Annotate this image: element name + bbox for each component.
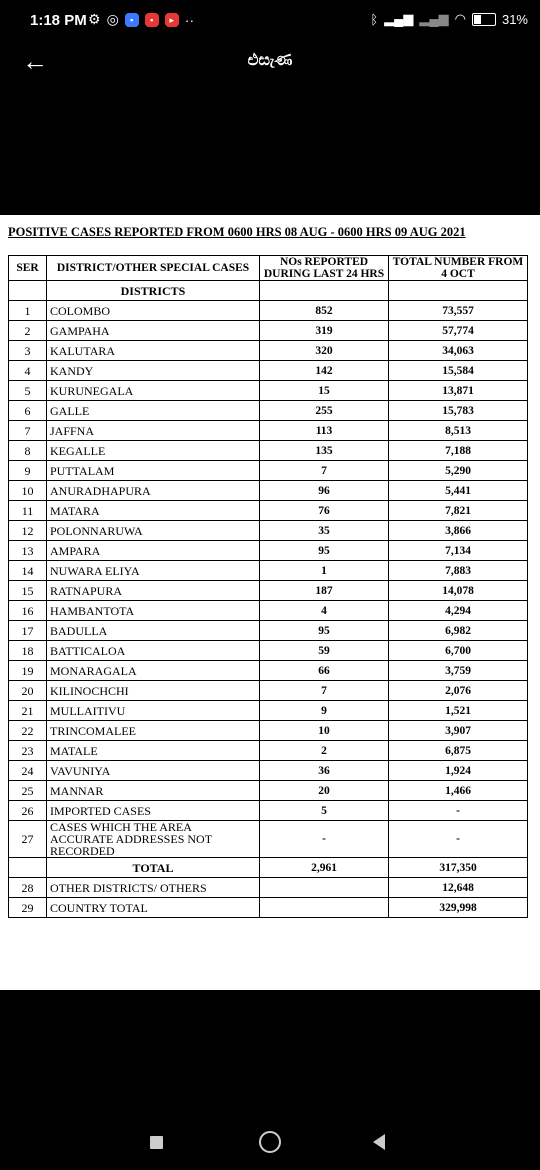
row-total: 5,441 <box>389 481 528 501</box>
table-row <box>9 341 528 361</box>
row-total: 7,134 <box>389 541 528 561</box>
row-reported: 113 <box>260 421 389 441</box>
row-reported: 852 <box>260 301 389 321</box>
row-total: 34,063 <box>389 341 528 361</box>
row-reported: 35 <box>260 521 389 541</box>
row-total: 57,774 <box>389 321 528 341</box>
row-district: TRINCOMALEE <box>47 721 260 741</box>
empty-cell <box>9 281 47 301</box>
app-notification-icon: ▪ <box>125 13 139 27</box>
row-ser: 13 <box>9 541 47 561</box>
row-total: 7,821 <box>389 501 528 521</box>
header-district: DISTRICT/OTHER SPECIAL CASES <box>47 256 260 281</box>
row-ser: 28 <box>9 878 47 898</box>
row-ser: 18 <box>9 641 47 661</box>
row-total: 3,907 <box>389 721 528 741</box>
row-total: 6,982 <box>389 621 528 641</box>
back-icon[interactable] <box>373 1134 385 1150</box>
row-reported: 7 <box>260 681 389 701</box>
row-ser: 15 <box>9 581 47 601</box>
row-district: ANURADHAPURA <box>47 481 260 501</box>
row-ser: 21 <box>9 701 47 721</box>
row-reported: 36 <box>260 761 389 781</box>
row-total: 1,924 <box>389 761 528 781</box>
row-district: RATNAPURA <box>47 581 260 601</box>
row-district: BADULLA <box>47 621 260 641</box>
youtube-icon: ▸ <box>165 13 179 27</box>
row-district: MATALE <box>47 741 260 761</box>
row-district: KANDY <box>47 361 260 381</box>
row-reported: 96 <box>260 481 389 501</box>
row-total: 3,759 <box>389 661 528 681</box>
row-district: MULLAITIVU <box>47 701 260 721</box>
row-reported: 1 <box>260 561 389 581</box>
row-ser: 1 <box>9 301 47 321</box>
app-bar <box>0 40 540 84</box>
row-ser: 19 <box>9 661 47 681</box>
row-ser: 29 <box>9 898 47 918</box>
settings-icon: ⚙ <box>88 11 101 27</box>
row-ser: 3 <box>9 341 47 361</box>
row-reported: 59 <box>260 641 389 661</box>
table-row <box>9 321 528 341</box>
empty-cell <box>389 281 528 301</box>
row-district: COUNTRY TOTAL <box>47 898 260 918</box>
row-ser: 17 <box>9 621 47 641</box>
row-total: - <box>389 801 528 821</box>
battery-percent: 31% <box>501 11 528 27</box>
app-notification-icon: ▪ <box>145 13 159 27</box>
row-reported: 187 <box>260 581 389 601</box>
row-ser: 12 <box>9 521 47 541</box>
row-total: 5,290 <box>389 461 528 481</box>
row-total: 4,294 <box>389 601 528 621</box>
table-row <box>9 301 528 321</box>
row-reported: 135 <box>260 441 389 461</box>
row-total: - <box>389 821 528 858</box>
row-district: COLOMBO <box>47 301 260 321</box>
document-image <box>0 215 540 990</box>
table-row <box>9 781 528 801</box>
row-district: GALLE <box>47 401 260 421</box>
empty-cell <box>9 858 47 878</box>
table-row <box>9 521 528 541</box>
row-district: IMPORTED CASES <box>47 801 260 821</box>
row-ser: 20 <box>9 681 47 701</box>
total-value: 317,350 <box>389 858 528 878</box>
back-arrow-icon[interactable]: ← <box>22 46 48 76</box>
table-row <box>9 741 528 761</box>
table-row <box>9 661 528 681</box>
row-district: BATTICALOA <box>47 641 260 661</box>
table-row <box>9 561 528 581</box>
row-district: KILINOCHCHI <box>47 681 260 701</box>
row-district: KALUTARA <box>47 341 260 361</box>
header-reported: NOs REPORTED DURING LAST 24 HRS <box>260 256 389 281</box>
section-heading: DISTRICTS <box>47 281 260 301</box>
table-row <box>9 641 528 661</box>
table-row <box>9 801 528 821</box>
row-district: MONARAGALA <box>47 661 260 681</box>
row-total: 6,700 <box>389 641 528 661</box>
table-row <box>9 821 528 858</box>
row-ser: 2 <box>9 321 47 341</box>
total-row <box>9 858 528 878</box>
row-district: OTHER DISTRICTS/ OTHERS <box>47 878 260 898</box>
row-ser: 5 <box>9 381 47 401</box>
status-bar <box>0 0 540 40</box>
row-ser: 4 <box>9 361 47 381</box>
row-district: HAMBANTOTA <box>47 601 260 621</box>
cases-table <box>8 255 528 918</box>
app-title: එසැණ <box>247 52 293 69</box>
row-reported: 4 <box>260 601 389 621</box>
row-total: 7,883 <box>389 561 528 581</box>
total-reported: 2,961 <box>260 858 389 878</box>
row-district: KURUNEGALA <box>47 381 260 401</box>
row-total: 73,557 <box>389 301 528 321</box>
row-total: 3,866 <box>389 521 528 541</box>
table-row <box>9 381 528 401</box>
row-ser: 6 <box>9 401 47 421</box>
row-ser: 26 <box>9 801 47 821</box>
row-reported: - <box>260 821 389 858</box>
row-ser: 24 <box>9 761 47 781</box>
row-reported: 255 <box>260 401 389 421</box>
row-reported: 320 <box>260 341 389 361</box>
table-row <box>9 501 528 521</box>
empty-cell <box>260 281 389 301</box>
table-row <box>9 621 528 641</box>
row-reported: 9 <box>260 701 389 721</box>
battery-fill <box>474 15 481 24</box>
document-title: POSITIVE CASES REPORTED FROM 0600 HRS 08 AUG - 0600 HRS 09 AUG 2021 <box>8 225 466 239</box>
row-district: KEGALLE <box>47 441 260 461</box>
home-icon[interactable] <box>259 1131 281 1153</box>
table-row <box>9 481 528 501</box>
table-row <box>9 761 528 781</box>
row-reported: 2 <box>260 741 389 761</box>
row-ser: 9 <box>9 461 47 481</box>
table-row <box>9 461 528 481</box>
alarm-icon: ◎ <box>106 11 119 27</box>
table-row <box>9 681 528 701</box>
row-ser: 16 <box>9 601 47 621</box>
row-reported: 5 <box>260 801 389 821</box>
row-reported: 95 <box>260 621 389 641</box>
row-total: 15,783 <box>389 401 528 421</box>
row-total: 2,076 <box>389 681 528 701</box>
row-reported <box>260 878 389 898</box>
wifi-icon: ◠ <box>454 11 466 26</box>
row-district: VAVUNIYA <box>47 761 260 781</box>
row-ser: 11 <box>9 501 47 521</box>
table-row <box>9 361 528 381</box>
battery-icon <box>472 13 496 26</box>
row-district: JAFFNA <box>47 421 260 441</box>
navigation-bar <box>0 1100 540 1170</box>
table-row <box>9 601 528 621</box>
row-reported: 20 <box>260 781 389 801</box>
row-total: 6,875 <box>389 741 528 761</box>
signal-icon: ▂▄▆ <box>419 11 449 26</box>
table-row <box>9 878 528 898</box>
header-ser: SER <box>9 256 47 281</box>
row-total: 8,513 <box>389 421 528 441</box>
row-district: GAMPAHA <box>47 321 260 341</box>
row-reported: 66 <box>260 661 389 681</box>
row-total: 14,078 <box>389 581 528 601</box>
row-reported: 10 <box>260 721 389 741</box>
status-time: 1:18 PM <box>30 12 87 29</box>
table-row <box>9 701 528 721</box>
table-row <box>9 441 528 461</box>
table-row <box>9 421 528 441</box>
row-total: 329,998 <box>389 898 528 918</box>
row-reported: 7 <box>260 461 389 481</box>
row-total: 7,188 <box>389 441 528 461</box>
status-indicators <box>370 11 528 27</box>
row-district: MATARA <box>47 501 260 521</box>
row-ser: 25 <box>9 781 47 801</box>
row-ser: 23 <box>9 741 47 761</box>
row-total: 1,466 <box>389 781 528 801</box>
header-total: TOTAL NUMBER FROM 4 OCT <box>389 256 528 281</box>
table-row <box>9 898 528 918</box>
row-district: MANNAR <box>47 781 260 801</box>
row-total: 13,871 <box>389 381 528 401</box>
row-reported: 15 <box>260 381 389 401</box>
total-label: TOTAL <box>47 858 260 878</box>
row-ser: 27 <box>9 821 47 858</box>
row-total: 12,648 <box>389 878 528 898</box>
row-reported: 95 <box>260 541 389 561</box>
recent-apps-icon[interactable] <box>150 1136 163 1149</box>
row-district: POLONNARUWA <box>47 521 260 541</box>
section-heading-row <box>9 281 528 301</box>
row-ser: 8 <box>9 441 47 461</box>
row-district: AMPARA <box>47 541 260 561</box>
row-total: 15,584 <box>389 361 528 381</box>
table-row <box>9 721 528 741</box>
table-row <box>9 581 528 601</box>
table-header-row <box>9 256 528 281</box>
row-reported <box>260 898 389 918</box>
row-reported: 319 <box>260 321 389 341</box>
table-row <box>9 541 528 561</box>
row-district: NUWARA ELIYA <box>47 561 260 581</box>
row-ser: 10 <box>9 481 47 501</box>
row-total: 1,521 <box>389 701 528 721</box>
row-ser: 7 <box>9 421 47 441</box>
row-reported: 76 <box>260 501 389 521</box>
row-ser: 22 <box>9 721 47 741</box>
bluetooth-icon: ᛒ <box>370 11 379 27</box>
row-district: PUTTALAM <box>47 461 260 481</box>
row-reported: 142 <box>260 361 389 381</box>
more-notifications-icon: ·· <box>184 11 195 28</box>
row-district: CASES WHICH THE AREA ACCURATE ADDRESSES NOT RECORDED <box>47 821 260 858</box>
row-ser: 14 <box>9 561 47 581</box>
table-row <box>9 401 528 421</box>
signal-icon: ▂▄▆ <box>384 11 414 26</box>
notification-icons <box>88 11 194 28</box>
